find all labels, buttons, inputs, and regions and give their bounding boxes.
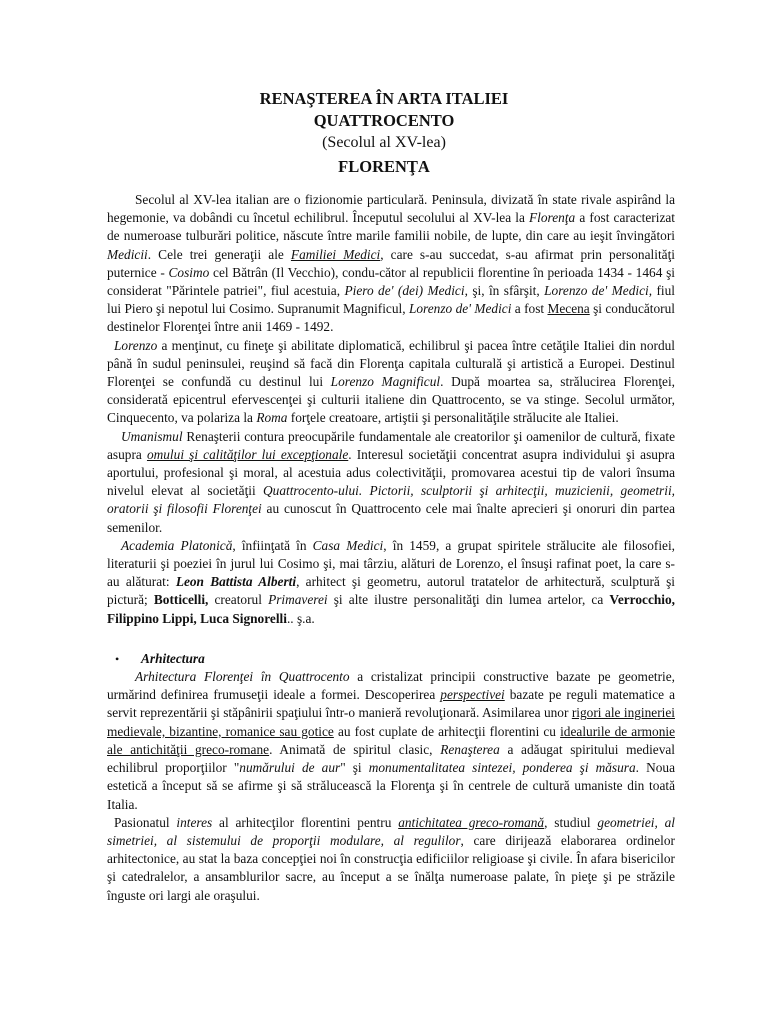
italic-run: Umanismul xyxy=(121,428,183,444)
italic-run: Renaşterea xyxy=(440,741,500,757)
italic-run: Arhitectura Florenţei în Quattrocento xyxy=(135,669,350,685)
italic-run: Cosimo xyxy=(168,264,210,280)
paragraph-lorenzo xyxy=(107,337,675,428)
underline-run: antichitatea greco-romană xyxy=(398,814,545,830)
text-run: a cristalizat principii constructive bazate pe geometrie, urmărind definirea frumuseţii ideale a formei. Descoperirea xyxy=(107,669,675,703)
bold-italic-run xyxy=(176,574,296,589)
italic-run: Leon Battista Alberti xyxy=(175,574,297,590)
title-block xyxy=(0,88,768,180)
underline-run: Familiei Medici xyxy=(290,246,381,262)
italic-run: Lorenzo xyxy=(114,337,158,353)
section-heading-label: Arhitectura xyxy=(141,650,205,666)
bold-run: Verrocchio, Filippino Lippi, Luca Signorelli xyxy=(107,592,675,626)
bold-italic-run xyxy=(141,650,205,668)
text-run: bazate pe reguli matematice a servit reprezentării şi stăpânirii spaţiului într-o manieră revoluţionară. Asimilarea unor xyxy=(107,687,675,721)
italic-run: Medicii xyxy=(107,246,148,262)
italic-underline-run xyxy=(440,687,504,702)
italic-underline-run xyxy=(147,447,348,462)
text-run: al arhitecţilor florentini pentru xyxy=(212,814,399,830)
section-heading-architecture xyxy=(107,650,675,668)
italic-run: Roma xyxy=(256,410,288,426)
paragraph-architects-interest xyxy=(107,814,675,905)
text-run: Secolul al XV-lea italian are o fizionomie particulară. Peninsula, divizată în state rivale aspirând la hegemonie, va dobândi cu încetul echilibrul. Începutul secolului al XV-lea la xyxy=(107,192,675,226)
italic-run: Piero de' (dei) Medici xyxy=(344,283,465,299)
text-run: au cunoscut în Quattrocento cele mai înalte aprecieri şi onoruri din partea semenilor. xyxy=(107,501,675,535)
text-run: . După moartea sa, strălucirea Florenţei, considerată epicentrul efervescenţei şi culturii italiene din Quattrocento, se va stinge. Secolul următor, Cinquecento, va polariza la xyxy=(107,374,676,426)
text-run: . Cele trei generaţii ale xyxy=(147,246,291,262)
underline-run: perspectivei xyxy=(440,687,505,703)
underline-run: rigori ale ingineriei medievale, bizantine, romanice sau gotice xyxy=(107,705,675,739)
text-run: " şi xyxy=(340,760,369,776)
italic-run: Lorenzo Magnificul xyxy=(330,374,441,390)
paragraph-medici-family xyxy=(107,191,675,337)
italic-run: monumentalitatea sintezei, ponderea şi măsura xyxy=(368,760,636,776)
underline-run: omului şi calităţilor lui excepţionale xyxy=(146,446,349,462)
text-run: creatorul xyxy=(208,592,269,608)
text-run: , şi, în sfârşit, xyxy=(464,283,545,299)
italic-run: Quattrocento-ului. Pictorii, sculptorii şi arhitecţii, muzicienii, geometrii, oratorii şi filosofii Florenţei xyxy=(107,483,675,517)
text-run: , înfiinţată în xyxy=(232,537,313,553)
text-run: , studiul xyxy=(544,814,598,830)
italic-run: Florenţa xyxy=(529,210,576,226)
underline-run: Mecena xyxy=(547,301,590,317)
italic-run: interes xyxy=(176,814,213,830)
text-run: . Animată de spiritul clasic, xyxy=(269,741,441,757)
text-run: . Interesul societăţii concentrat asupra individului şi asupra aportului, profesional şi moral, al acestuia adus colectivităţii, promovarea acestui tip de valori însuma nivelul elevat al societăţii xyxy=(107,446,675,499)
italic-run: Academia Platonică xyxy=(121,537,233,553)
text-run: a fost caracterizat de numeroase tulburări politice, născute între marile familii nobile, de lupte, din care au ieşit învingători xyxy=(107,210,675,244)
text-run: fiul lui Piero şi nepotul lui Cosimo. Supranumit Magnificul, xyxy=(107,283,675,317)
text-run: , arhitect şi geometru, autorul tratatelor de arhitectură, sculptură şi pictură; xyxy=(107,574,676,608)
century-subtitle: (Secolul al XV-lea) xyxy=(322,134,446,151)
paragraph-humanism xyxy=(107,428,675,537)
document-title: RENAŞTEREA ÎN ARTA ITALIEI xyxy=(259,89,509,108)
underline-run: idealurile de armonie ale antichităţii greco-romane xyxy=(107,723,675,757)
text-run: a fost xyxy=(511,301,548,317)
city-heading: FLORENŢA xyxy=(338,157,430,176)
document-body xyxy=(107,191,675,905)
italic-run: Casa Medici xyxy=(312,537,384,553)
italic-run: Lorenzo de' Medici xyxy=(408,301,512,317)
paragraph-platonic-academy xyxy=(107,537,675,628)
italic-run: Primaverei xyxy=(268,592,328,608)
italic-underline-run xyxy=(398,815,544,830)
text-run: a adăugat spiritului medieval echilibrul proporţiilor " xyxy=(107,741,676,776)
text-run: cel Bătrân (Il Vecchio), condu-cător al republicii florentine în perioada 1434 - 1464 şi considerat "Părintele patriei", fiul acestuia, xyxy=(107,264,675,299)
italic-underline-run xyxy=(291,247,380,262)
text-run: a menţinut, cu fineţe şi abilitate diplomatică, echilibrul şi pacea între cetăţile Italiei din nordul până în sudul peninsulei, reuşind să facă din Florenţa capitala culturală şi artistică a Europei. Destinul Florenţei se confundă cu destinul lui xyxy=(107,337,675,390)
italic-run: numărului de aur xyxy=(239,760,341,776)
text-run: şi alte ilustre personalităţi din lumea artelor, ca xyxy=(327,592,610,608)
text-run: şi conducătorul destinelor Florenţei între anii 1469 - 1492. xyxy=(107,301,676,335)
bullet-icon: • xyxy=(115,651,120,666)
text-run: Pasionatul xyxy=(114,814,177,830)
text-run: .. ş.a. xyxy=(286,610,315,626)
text-run: Renaşterii contura preocupările fundamentale ale creatorilor şi oamenilor de cultură, fixate asupra xyxy=(107,428,675,462)
text-run: , care dirijează elaborarea ordinelor arhitectonice, au stat la baza concepţiei noi în construcţia edificiilor religioase şi civile. În afara bisericilor şi catedralelor, a ansamblurilor sacre, au început a se înălţa numeroase palate, în pieţe şi pe străzile înguste ori largi ale oraşului. xyxy=(107,832,675,903)
italic-run: Lorenzo de' Medici, xyxy=(544,283,653,299)
bold-run: Botticelli, xyxy=(153,592,209,608)
text-run: . Noua estetică a început să se afirme şi să strălucească la Florenţa şi în centrele de cultură umaniste din toată Italia. xyxy=(107,760,675,812)
text-run: , în 1459, a grupat spiritele strălucite ale filosofiei, literaturii şi poeziei în jurul lui Cosimo şi, mai târziu, alături de Lorenzo, el însuşi rafinat poet, la care s-au alăturat: xyxy=(107,537,676,590)
document-subtitle: QUATTROCENTO xyxy=(313,111,455,130)
text-run: , care s-au succedat, s-au afirmat prin personalităţi puternice - xyxy=(107,246,675,280)
paragraph-architecture xyxy=(107,668,675,814)
text-run: au fost cuplate de arhitecţii florentini cu xyxy=(333,723,561,739)
italic-run: geometriei, al simetriei, al sistemului de proporţii modulare, al regulilor xyxy=(107,814,675,848)
text-run: forţele creatoare, artiştii şi personalităţile strălucite ale Italiei. xyxy=(287,410,619,426)
